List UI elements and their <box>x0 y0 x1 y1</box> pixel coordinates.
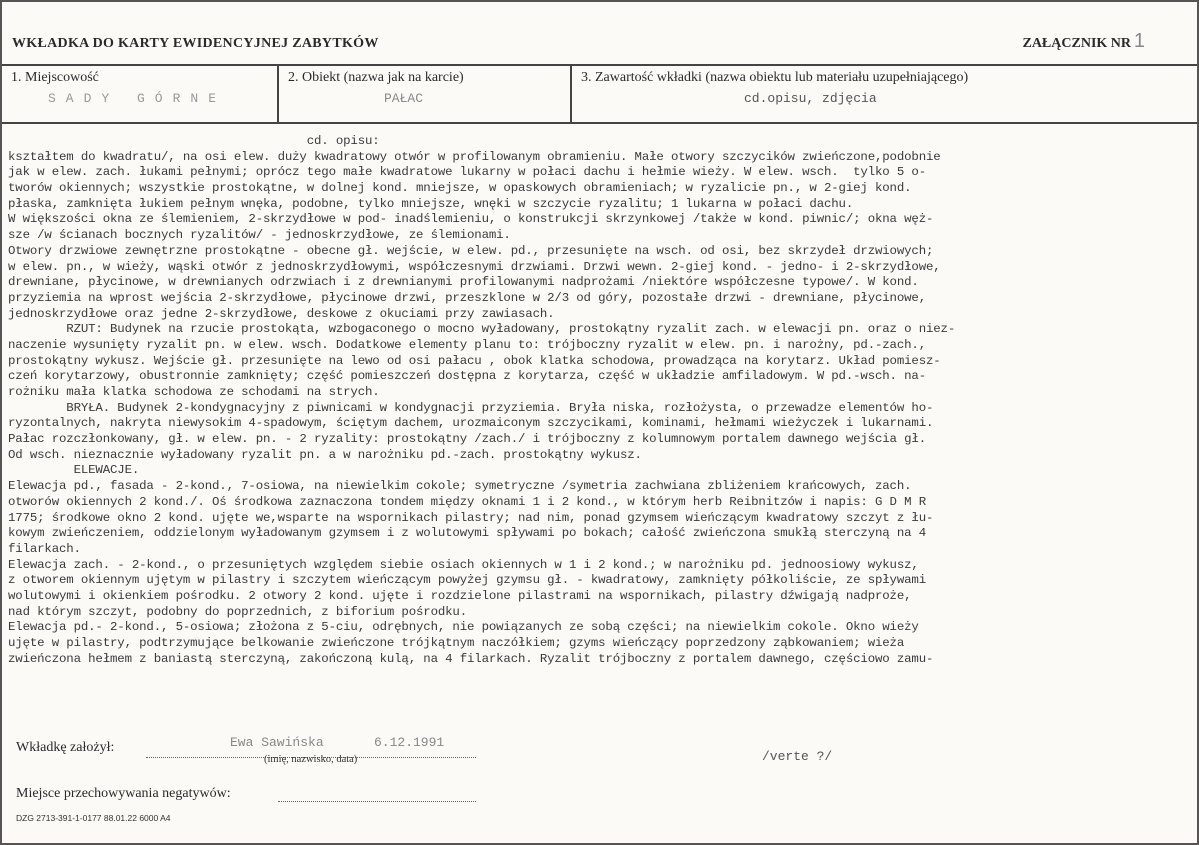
verte-note: /verte ?/ <box>762 749 833 764</box>
annex-label: ZAŁĄCZNIK NR <box>1022 36 1131 51</box>
description-line: wolutowymi i okienkiem pośrodku. 2 otwory 2 kond. ujęte i rozdzielone pilastrami na wspornikach, pilastry dźwigają nadproże, <box>8 588 912 603</box>
description-line: 1775; środkowe okno 2 kond. ujęte we,wsparte na wspornikach pilastry; nad nim, ponad gzymsem wieńczącym kwadratowy szczyt z łu- <box>8 510 934 525</box>
description-text <box>8 134 1193 667</box>
field-place-label: 1. Miejscowość <box>11 70 99 85</box>
field-contents-label: 3. Zawartość wkładki (nazwa obiektu lub materiału uzupełniającego) <box>581 70 969 85</box>
field-place <box>2 64 279 122</box>
negatives-label: Miejsce przechowywania negatywów: <box>16 786 231 801</box>
description-line: filarkach. <box>8 541 81 556</box>
field-contents <box>572 64 1197 122</box>
description-line: Otwory drzwiowe zewnętrzne prostokątne - obecne gł. wejście, w elew. pd., przesunięte na wsch. od osi, bez skrzydeł drzwiowych; <box>8 243 934 258</box>
description-line: jednoskrzydłowe oraz jedne 2-skrzydłowe, deskowe z okuciami przy zawiasach. <box>8 306 555 321</box>
field-place-value: SADY GÓRNE <box>48 91 227 106</box>
field-contents-value: cd.opisu, zdjęcia <box>744 91 877 106</box>
author-date: 6.12.1991 <box>374 735 445 750</box>
field-object-label: 2. Obiekt (nazwa jak na karcie) <box>288 70 464 85</box>
description-line: cd. opisu: <box>8 134 380 148</box>
description-line: rożniku mała klatka schodowa ze schodami na strych. <box>8 385 380 399</box>
description-line: RZUT: Budynek na rzucie prostokąta, wzbogaconego o mocno wyładowany, prostokątny ryzalit zach. w elewacji pn. oraz o niez- <box>8 322 956 337</box>
description-line: czeń korytarzowy, obustronnie zamknięty; część pomieszczeń dostępna z korytarza, część w układzie amfiladowym. W pd.-wsch. na- <box>8 369 926 384</box>
description-line: w elew. pn., w wieży, wąski otwór z jednoskrzydłowymi, współczesnymi drzwiami. Drzwi wewn. 2-giej kond. - jedno- i 2-skrzydłowe, <box>8 259 941 274</box>
print-code: DZG 2713-391-1-0177 88.01.22 6000 A4 <box>16 813 171 823</box>
description-line: ELEWACJE. <box>8 463 140 478</box>
description-line: ujęte w pilastry, podtrzymujące belkowanie zwieńczone trójkątnym naczółkiem; gzyms wieńczący poprzedzony ząbkowaniem; wieża <box>8 636 905 650</box>
description-line: W większości okna ze ślemieniem, 2-skrzydłowe w pod- inadślemieniu, o konstrukcji skrzynkowej /także w kond. piwnic/; okna węż- <box>8 212 934 227</box>
description-line: otworów okiennych 2 kond./. Oś środkowa zaznaczona tondem między oknami 1 i 2 kond., w którym herb Reibnitzów i napis: G D M R <box>8 494 926 509</box>
description-line: nad którym szczyt, podobny do poprzednich, z biforium pośrodku. <box>8 604 467 619</box>
description-line: Pałac rozczłonkowany, gł. w elew. pn. - 2 ryzality: prostokątny /zach./ i trójboczny z kolumnowym portalem dawnego wejścia gł. <box>8 432 926 447</box>
card-footer <box>2 727 1197 843</box>
author-label: Wkładkę założył: <box>16 740 115 755</box>
description-line: Elewacja pd., fasada - 2-kond., 7-osiowa, na niewielkim cokole; symetryczne /symetria zachwiana zbliżeniem krańcowych, zach. <box>8 479 912 494</box>
description-line: BRYŁA. Budynek 2-kondygnacyjny z piwnicami w kondygnacji przyziemia. Bryła niska, rozłożysta, o przewadze elementów ho- <box>8 400 934 415</box>
field-object <box>279 64 572 122</box>
description-line: płaska, zamknięta łukiem pełnym wnęka, podobne, tylko mniejsze, wnęki w szczycie ryzalitu; 1 lukarna w połaci dachu. <box>8 196 854 211</box>
card-header <box>2 2 1197 66</box>
fields-row <box>2 64 1197 124</box>
card-title: WKŁADKA DO KARTY EWIDENCYJNEJ ZABYTKÓW <box>12 36 379 51</box>
description-line: sze /w ścianach bocznych ryzalitów/ - jednoskrzydłowe, ze ślemionami. <box>8 228 511 243</box>
annex-number: 1 <box>1133 30 1145 52</box>
author-caption: (imię, nazwisko, data) <box>264 754 358 765</box>
description-line: kształtem do kwadratu/, na osi elew. duży kwadratowy otwór w profilowanym obramieniu. Małe otwory szczycików zwieńczone,podobnie <box>8 149 941 164</box>
description-line: przyziemia na wprost wejścia 2-skrzydłowe, płycinowe drzwi, przeszklone w 2/3 od góry, pozostałe drzwi - drewniane, płycinowe, <box>8 290 926 305</box>
description-line: naczenie wysunięty ryzalit pn. w elew. wsch. Dodatkowe elementy planu to: trójboczny ryzalit w elew. pn. i narożny, pd.-zach., <box>8 337 926 352</box>
negatives-dotted-line <box>278 801 476 802</box>
description-line: kowym zwieńczeniem, oddzielonym wyładowanym gzymsem i z wolutowymi spływami po bokach; całość zwieńczona smukłą sterczyną na 4 <box>8 526 926 541</box>
description-line: Elewacja pd.- 2-kond., 5-osiowa; złożona z 5-ciu, odrębnych, nie powiązanych ze sobą części; na niewielkim cokole. Okno wieży <box>8 620 919 635</box>
author-name: Ewa Sawińska <box>230 735 324 750</box>
description-line: Elewacja zach. - 2-kond., o przesuniętych względem siebie osiach okiennych w 1 i 2 kond.; w narożniku pd. jednoosiowy wykusz, <box>8 557 919 572</box>
description-line: tworów okiennych; wszystkie prostokątne, w dolnej kond. mniejsze, w opaskowych obramieniach; w ryzalicie pn., w 2-giej kond. <box>8 181 912 196</box>
description-line: prostokątny wykusz. Wejście gł. przesunięte na lewo od osi pałacu , obok klatka schodowa, prowadząca na korytarz. Układ pomiesz- <box>8 353 941 368</box>
description-line: jak w elew. zach. łukami pełnymi; oprócz tego małe kwadratowe lukarny w połaci dachu i hełmie wieży. W elew. wsch. tylko 5 o- <box>8 165 926 180</box>
field-object-value: PAŁAC <box>384 91 424 106</box>
description-line: drewniane, płycinowe, w drewnianych odrzwiach i z drewnianymi profilowanymi nadprożami /niektóre współczesne typowe/. W kond. <box>8 275 919 290</box>
description-line: ryzontalnych, nakryta niewysokim 4-spadowym, ściętym dachem, urozmaiconym szczycikami, kominami, hełmami wieżyczek i lukarnami. <box>8 416 934 431</box>
description-line: zwieńczona hełmem z baniastą sterczyną, zakończoną kulą, na 4 filarkach. Ryzalit trójboczny z portalem dawnego, częściowo zamu- <box>8 651 934 666</box>
description-line: z otworem okiennym ujętym w pilastry i szczytem wieńczącym powyżej gzymsu gł. - kwadratowy, zamknięty półkoliście, ze spływami <box>8 573 926 588</box>
description-line: Od wsch. nieznacznie wyładowany ryzalit pn. a w narożniku pd.-zach. prostokątny wykusz. <box>8 447 642 462</box>
